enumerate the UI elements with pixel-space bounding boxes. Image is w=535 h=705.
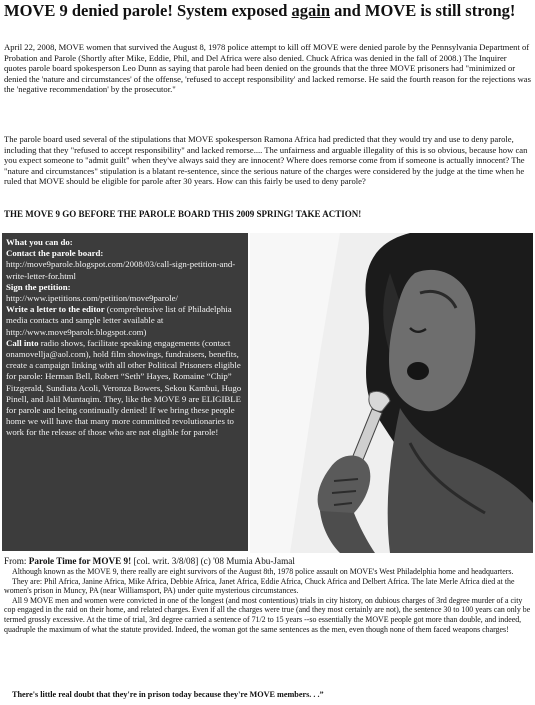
source-line [4, 556, 532, 567]
title-underlined-word: again [291, 1, 331, 20]
source-suffix: [col. writ. 3/8/08] (c) '08 Mumia Abu-Jamal [131, 556, 295, 566]
call-to-action: THE MOVE 9 GO BEFORE THE PAROLE BOARD THIS 2009 SPRING! TAKE ACTION! [4, 209, 362, 219]
letter-text: (comprehensive list of Philadelphia media contacts and sample letter available at http://www.move9parole.blogspot.com) [6, 304, 232, 337]
column-body [4, 567, 531, 634]
source-title: Parole Time for MOVE 9! [28, 556, 132, 566]
radio-text: radio shows, facilitate speaking engagements (contact onamovellja@aol.com), hold film showings, fundraisers, benefits, create a campaign linking with all other Political Prisoners eligible for parole: Herman Bell, Robert “Seth” Hayes, Romaine “Chip” Fitzgerald, Sundiata Acoli, Veronza Bowers, Sekou Kambui, Hugo Pinell, and Jalil Muntaqim. They, like the MOVE 9 are ELIGIBLE for parole and being continually denied! If we bring these people home we will have that many more committed revolutionaries to work for the release of those who are not eligible for parole! [6, 337, 242, 438]
petition-link[interactable]: http://www.ipetitions.com/petition/move9parole/ [6, 293, 178, 304]
letter-label: Write a letter to the editor [6, 304, 105, 315]
title-part2: and MOVE is still strong! [330, 1, 516, 20]
stipulations-paragraph: The parole board used several of the stipulations that MOVE spokesperson Ramona Africa had predicted that they would try and use to deny parole, including that they "refused to accept responsibility" and lacked remorse.... The unfairness and arguable illegality of this is so obvious, because how can you expect someone to "admit guilt" when they've always said they are innocent? Where does remorse come from if someone is actually innocent? The "nature and circumstances" stipulation is a blatant re-sentence, since the serious nature of the charges were considered by the judge at the time when he ruled that MOVE should be eligible for parole after 30 years. How can this fairly be used to deny parole? [4, 134, 528, 187]
source-prefix: From: [4, 556, 29, 566]
contact-link[interactable]: http://move9parole.blogspot.com/2008/03/call-sign-petition-and-write-letter-for.html [6, 259, 236, 281]
contact-label: Contact the parole board: [6, 248, 104, 259]
closing-quote: There's little real doubt that they're in prison today because they're MOVE members. . .” [12, 690, 324, 699]
intro-paragraph: April 22, 2008, MOVE women that survived the August 8, 1978 police attempt to kill off MOVE were denied parole by the Pennsylvania Department of Probation and Parole (Shortly after Mike, Eddie, Phil, and Del Africa were also denied. Chuck Africa was denied in the fall of 2008.) The Inquirer quotes parole board spokesperson Leo Dunn as saying that parole had been denied on the grounds that the three MOVE prisoners had "minimized or denied the 'nature and circumstances' of the offense, 'refused to accept responsibility' and lacked remorse. He said the fourth reason for the rejections was the 'negative recommendation' by the prosecutor." [4, 42, 531, 95]
radio-item [6, 338, 245, 439]
column-paragraph: Although known as the MOVE 9, there really are eight survivors of the August 8th, 1978 police assault on MOVE's West Philadelphia home and headquarters. [12, 567, 514, 576]
letter-item [6, 304, 245, 338]
action-panel [2, 233, 248, 551]
panel-heading: What you can do: [6, 237, 73, 247]
singer-photo [250, 233, 533, 553]
page-title [4, 2, 532, 20]
column-paragraph: They are: Phil Africa, Janine Africa, Mike Africa, Debbie Africa, Janet Africa, Eddie Africa, Chuck Africa and Delbert Africa. The late Merle Africa died at the women's prison in Muncy, PA (near Williamsport, PA) under quite mysterious circumstances. [4, 576, 515, 596]
radio-label: Call into [6, 337, 39, 348]
column-paragraph: All 9 MOVE men and women were convicted in one of the longest (and most contentious) trials in city history, on dubious charges of 3rd degree murder of a city cop engaged in the raid on their home, and related charges. Even if all the charges were true (and they most certainly are not), the sentence 30 to 100 years can only be termed grossly excessive. At the time of trial, 3rd degree carried a sentence of 71/2 to 15 years --so essentially the MOVE people got more than double, and indeed, quadruple the maximum of what the statute provided. Indeed, the woman got the same sentences as the men, even though none of them faced weapons charges! [4, 595, 531, 634]
petition-label: Sign the petition: [6, 281, 71, 292]
singer-photo-illustration [250, 233, 533, 553]
title-part1: MOVE 9 denied parole! System exposed [4, 1, 292, 20]
